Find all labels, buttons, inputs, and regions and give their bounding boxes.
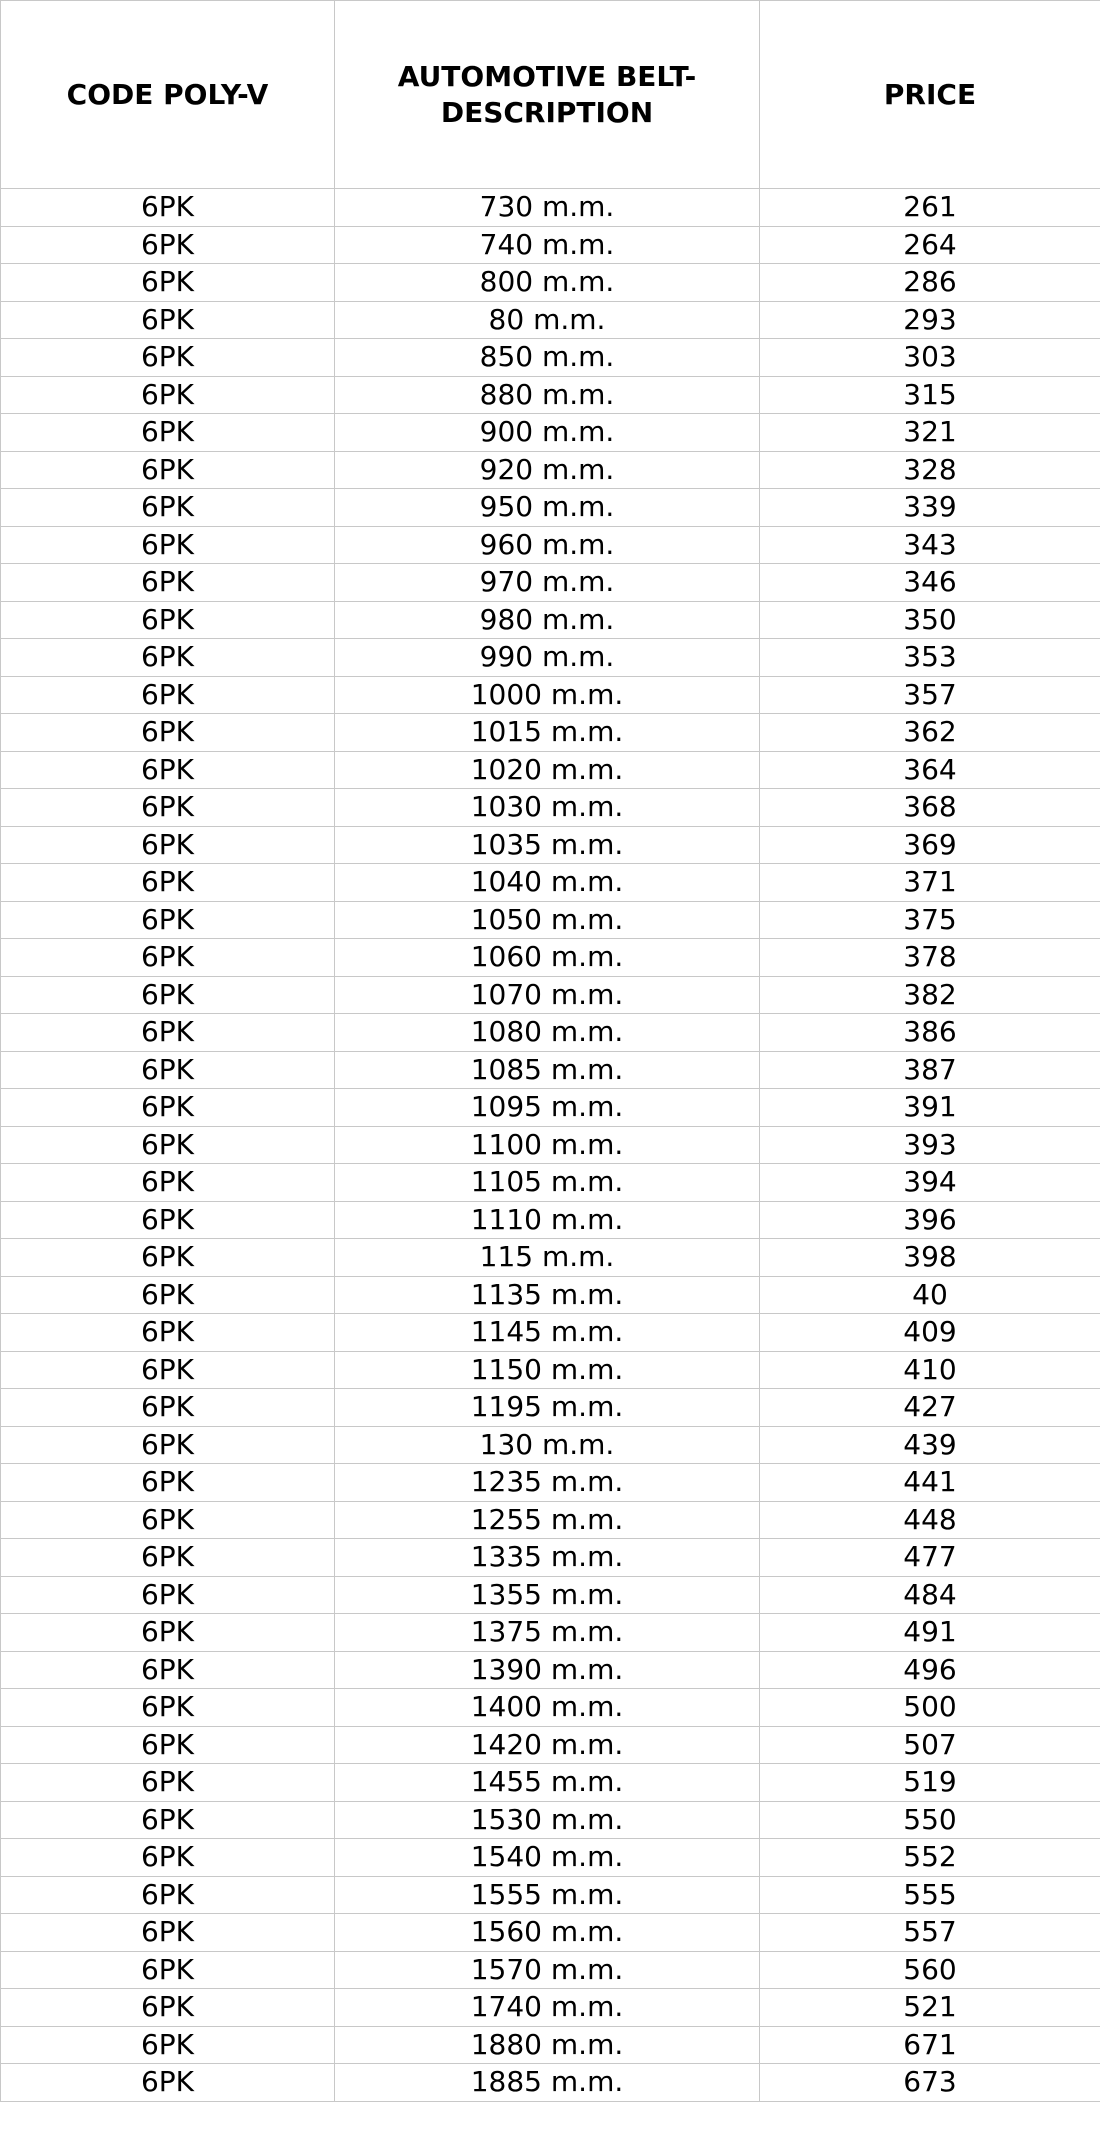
table-row xyxy=(1,451,1100,489)
price-cell: 560 xyxy=(760,1951,1100,1989)
table-row xyxy=(1,339,1100,377)
description-cell: 80 m.m. xyxy=(335,301,760,339)
code-cell: 6PK xyxy=(1,1614,335,1652)
price-cell: 396 xyxy=(760,1201,1100,1239)
description-cell: 920 m.m. xyxy=(335,451,760,489)
description-cell: 1070 m.m. xyxy=(335,976,760,1014)
price-cell: 439 xyxy=(760,1426,1100,1464)
price-cell: 386 xyxy=(760,1014,1100,1052)
header-description: AUTOMOTIVE BELT-DESCRIPTION xyxy=(335,1,760,189)
table-row xyxy=(1,939,1100,977)
price-cell: 550 xyxy=(760,1801,1100,1839)
price-cell: 357 xyxy=(760,676,1100,714)
price-cell: 484 xyxy=(760,1576,1100,1614)
code-cell: 6PK xyxy=(1,751,335,789)
table-row xyxy=(1,1914,1100,1952)
price-cell: 491 xyxy=(760,1614,1100,1652)
price-cell: 507 xyxy=(760,1726,1100,1764)
code-cell: 6PK xyxy=(1,601,335,639)
price-cell: 555 xyxy=(760,1876,1100,1914)
price-cell: 448 xyxy=(760,1501,1100,1539)
description-cell: 990 m.m. xyxy=(335,639,760,677)
price-cell: 521 xyxy=(760,1989,1100,2027)
code-cell: 6PK xyxy=(1,2064,335,2102)
table-row xyxy=(1,714,1100,752)
code-cell: 6PK xyxy=(1,826,335,864)
price-cell: 346 xyxy=(760,564,1100,602)
price-cell: 398 xyxy=(760,1239,1100,1277)
price-cell: 410 xyxy=(760,1351,1100,1389)
code-cell: 6PK xyxy=(1,1276,335,1314)
description-cell: 1335 m.m. xyxy=(335,1539,760,1577)
code-cell: 6PK xyxy=(1,1651,335,1689)
price-cell: 519 xyxy=(760,1764,1100,1802)
table-row xyxy=(1,1801,1100,1839)
table-row xyxy=(1,1314,1100,1352)
description-cell: 970 m.m. xyxy=(335,564,760,602)
code-cell: 6PK xyxy=(1,1876,335,1914)
table-row xyxy=(1,564,1100,602)
table-row xyxy=(1,376,1100,414)
description-cell: 950 m.m. xyxy=(335,489,760,527)
price-cell: 391 xyxy=(760,1089,1100,1127)
description-cell: 1885 m.m. xyxy=(335,2064,760,2102)
description-cell: 800 m.m. xyxy=(335,264,760,302)
price-cell: 671 xyxy=(760,2026,1100,2064)
description-cell: 1015 m.m. xyxy=(335,714,760,752)
description-cell: 1560 m.m. xyxy=(335,1914,760,1952)
description-cell: 1030 m.m. xyxy=(335,789,760,827)
code-cell: 6PK xyxy=(1,1014,335,1052)
table-row xyxy=(1,676,1100,714)
code-cell: 6PK xyxy=(1,714,335,752)
header-row xyxy=(1,1,1100,189)
price-cell: 387 xyxy=(760,1051,1100,1089)
code-cell: 6PK xyxy=(1,1914,335,1952)
code-cell: 6PK xyxy=(1,489,335,527)
price-cell: 378 xyxy=(760,939,1100,977)
table-row xyxy=(1,1126,1100,1164)
code-cell: 6PK xyxy=(1,1089,335,1127)
code-cell: 6PK xyxy=(1,1239,335,1277)
table-row xyxy=(1,1689,1100,1727)
description-cell: 980 m.m. xyxy=(335,601,760,639)
table-row xyxy=(1,189,1100,227)
table-row xyxy=(1,1764,1100,1802)
code-cell: 6PK xyxy=(1,264,335,302)
code-cell: 6PK xyxy=(1,864,335,902)
code-cell: 6PK xyxy=(1,414,335,452)
description-cell: 1420 m.m. xyxy=(335,1726,760,1764)
code-cell: 6PK xyxy=(1,226,335,264)
price-cell: 441 xyxy=(760,1464,1100,1502)
description-cell: 850 m.m. xyxy=(335,339,760,377)
code-cell: 6PK xyxy=(1,789,335,827)
description-cell: 1390 m.m. xyxy=(335,1651,760,1689)
code-cell: 6PK xyxy=(1,1501,335,1539)
table-header xyxy=(1,1,1100,189)
price-cell: 321 xyxy=(760,414,1100,452)
price-cell: 500 xyxy=(760,1689,1100,1727)
code-cell: 6PK xyxy=(1,1314,335,1352)
description-cell: 1035 m.m. xyxy=(335,826,760,864)
description-cell: 1400 m.m. xyxy=(335,1689,760,1727)
description-cell: 1255 m.m. xyxy=(335,1501,760,1539)
price-cell: 261 xyxy=(760,189,1100,227)
price-cell: 409 xyxy=(760,1314,1100,1352)
table-row xyxy=(1,2026,1100,2064)
table-row xyxy=(1,1539,1100,1577)
description-cell: 1540 m.m. xyxy=(335,1839,760,1877)
code-cell: 6PK xyxy=(1,526,335,564)
table-row xyxy=(1,789,1100,827)
table-row xyxy=(1,1389,1100,1427)
table-body xyxy=(1,189,1100,2102)
code-cell: 6PK xyxy=(1,639,335,677)
description-cell: 1080 m.m. xyxy=(335,1014,760,1052)
price-cell: 339 xyxy=(760,489,1100,527)
description-cell: 1020 m.m. xyxy=(335,751,760,789)
table-row xyxy=(1,601,1100,639)
table-row xyxy=(1,301,1100,339)
code-cell: 6PK xyxy=(1,1576,335,1614)
description-cell: 1060 m.m. xyxy=(335,939,760,977)
code-cell: 6PK xyxy=(1,939,335,977)
code-cell: 6PK xyxy=(1,976,335,1014)
table-row xyxy=(1,1464,1100,1502)
description-cell: 1135 m.m. xyxy=(335,1276,760,1314)
description-cell: 900 m.m. xyxy=(335,414,760,452)
description-cell: 1375 m.m. xyxy=(335,1614,760,1652)
description-cell: 880 m.m. xyxy=(335,376,760,414)
code-cell: 6PK xyxy=(1,1126,335,1164)
table-row xyxy=(1,864,1100,902)
code-cell: 6PK xyxy=(1,1951,335,1989)
description-cell: 1105 m.m. xyxy=(335,1164,760,1202)
code-cell: 6PK xyxy=(1,1051,335,1089)
price-cell: 393 xyxy=(760,1126,1100,1164)
table-row xyxy=(1,264,1100,302)
price-cell: 362 xyxy=(760,714,1100,752)
table-row xyxy=(1,1876,1100,1914)
table-row xyxy=(1,1351,1100,1389)
code-cell: 6PK xyxy=(1,2026,335,2064)
description-cell: 1235 m.m. xyxy=(335,1464,760,1502)
code-cell: 6PK xyxy=(1,189,335,227)
description-cell: 1740 m.m. xyxy=(335,1989,760,2027)
price-cell: 477 xyxy=(760,1539,1100,1577)
code-cell: 6PK xyxy=(1,1539,335,1577)
table-row xyxy=(1,901,1100,939)
price-cell: 264 xyxy=(760,226,1100,264)
description-cell: 1145 m.m. xyxy=(335,1314,760,1352)
header-code: CODE POLY-V xyxy=(1,1,335,189)
table-row xyxy=(1,414,1100,452)
table-row xyxy=(1,1501,1100,1539)
description-cell: 1455 m.m. xyxy=(335,1764,760,1802)
price-cell: 375 xyxy=(760,901,1100,939)
price-cell: 353 xyxy=(760,639,1100,677)
price-cell: 673 xyxy=(760,2064,1100,2102)
description-cell: 1195 m.m. xyxy=(335,1389,760,1427)
price-cell: 371 xyxy=(760,864,1100,902)
description-cell: 130 m.m. xyxy=(335,1426,760,1464)
description-cell: 960 m.m. xyxy=(335,526,760,564)
price-cell: 368 xyxy=(760,789,1100,827)
table-row xyxy=(1,1164,1100,1202)
code-cell: 6PK xyxy=(1,901,335,939)
code-cell: 6PK xyxy=(1,301,335,339)
description-cell: 1555 m.m. xyxy=(335,1876,760,1914)
description-cell: 1355 m.m. xyxy=(335,1576,760,1614)
price-cell: 394 xyxy=(760,1164,1100,1202)
price-cell: 293 xyxy=(760,301,1100,339)
description-cell: 1040 m.m. xyxy=(335,864,760,902)
description-cell: 740 m.m. xyxy=(335,226,760,264)
table-row xyxy=(1,1614,1100,1652)
description-cell: 1530 m.m. xyxy=(335,1801,760,1839)
table-row xyxy=(1,1014,1100,1052)
table-row xyxy=(1,1276,1100,1314)
price-cell: 328 xyxy=(760,451,1100,489)
code-cell: 6PK xyxy=(1,376,335,414)
table-row xyxy=(1,976,1100,1014)
code-cell: 6PK xyxy=(1,1351,335,1389)
code-cell: 6PK xyxy=(1,339,335,377)
code-cell: 6PK xyxy=(1,1689,335,1727)
price-cell: 364 xyxy=(760,751,1100,789)
code-cell: 6PK xyxy=(1,1389,335,1427)
table-row xyxy=(1,2064,1100,2102)
code-cell: 6PK xyxy=(1,1464,335,1502)
code-cell: 6PK xyxy=(1,1801,335,1839)
table-row xyxy=(1,526,1100,564)
price-cell: 369 xyxy=(760,826,1100,864)
price-cell: 40 xyxy=(760,1276,1100,1314)
price-cell: 315 xyxy=(760,376,1100,414)
code-cell: 6PK xyxy=(1,1764,335,1802)
code-cell: 6PK xyxy=(1,1839,335,1877)
table-row xyxy=(1,1239,1100,1277)
description-cell: 1880 m.m. xyxy=(335,2026,760,2064)
table-row xyxy=(1,1839,1100,1877)
code-cell: 6PK xyxy=(1,1989,335,2027)
code-cell: 6PK xyxy=(1,1426,335,1464)
price-cell: 382 xyxy=(760,976,1100,1014)
table-row xyxy=(1,1201,1100,1239)
table-row xyxy=(1,226,1100,264)
header-price: PRICE xyxy=(760,1,1100,189)
description-cell: 1100 m.m. xyxy=(335,1126,760,1164)
description-cell: 1095 m.m. xyxy=(335,1089,760,1127)
table-row xyxy=(1,1089,1100,1127)
code-cell: 6PK xyxy=(1,1726,335,1764)
price-cell: 343 xyxy=(760,526,1100,564)
price-cell: 303 xyxy=(760,339,1100,377)
table-row xyxy=(1,1726,1100,1764)
description-cell: 730 m.m. xyxy=(335,189,760,227)
code-cell: 6PK xyxy=(1,676,335,714)
table-row xyxy=(1,751,1100,789)
description-cell: 1570 m.m. xyxy=(335,1951,760,1989)
description-cell: 1000 m.m. xyxy=(335,676,760,714)
table-row xyxy=(1,1426,1100,1464)
price-cell: 286 xyxy=(760,264,1100,302)
table-row xyxy=(1,489,1100,527)
table-row xyxy=(1,1989,1100,2027)
code-cell: 6PK xyxy=(1,1164,335,1202)
description-cell: 1085 m.m. xyxy=(335,1051,760,1089)
table-row xyxy=(1,639,1100,677)
table-row xyxy=(1,1051,1100,1089)
price-cell: 350 xyxy=(760,601,1100,639)
table-row xyxy=(1,1951,1100,1989)
price-cell: 427 xyxy=(760,1389,1100,1427)
code-cell: 6PK xyxy=(1,451,335,489)
table-row xyxy=(1,1576,1100,1614)
code-cell: 6PK xyxy=(1,564,335,602)
table-row xyxy=(1,826,1100,864)
description-cell: 1150 m.m. xyxy=(335,1351,760,1389)
description-cell: 1050 m.m. xyxy=(335,901,760,939)
price-cell: 557 xyxy=(760,1914,1100,1952)
table-row xyxy=(1,1651,1100,1689)
price-cell: 552 xyxy=(760,1839,1100,1877)
description-cell: 115 m.m. xyxy=(335,1239,760,1277)
description-cell: 1110 m.m. xyxy=(335,1201,760,1239)
price-cell: 496 xyxy=(760,1651,1100,1689)
code-cell: 6PK xyxy=(1,1201,335,1239)
